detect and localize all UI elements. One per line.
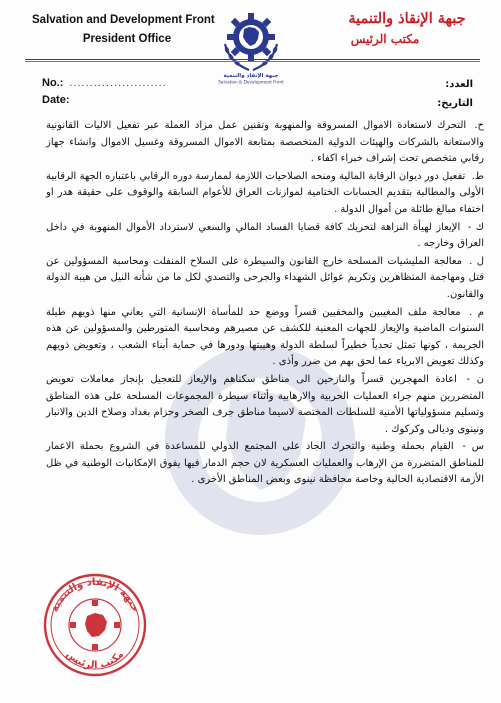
svg-text:Salvation & Development Front: Salvation & Development Front: [218, 79, 284, 85]
clause-label: ن -: [466, 373, 484, 385]
official-stamp-icon: [41, 572, 149, 678]
clause-label: ك -: [467, 221, 485, 233]
clause-text: الإيعاز لهيأة النزاهة لتحريك كافة قضايا الفساد المالي والسعي لاسترداد الأموال المنهوبة في داخل العراق وخارجه .: [46, 221, 484, 250]
reference-date-label: Date:: [42, 94, 70, 106]
clause-ta: [46, 169, 484, 219]
clause-kaf: [46, 220, 484, 253]
clause-mim: [46, 305, 484, 371]
svg-text:مكتب الرئيس: مكتب الرئيس: [63, 648, 127, 672]
clause-label: م .: [469, 306, 484, 318]
reference-number-dots: ........................: [69, 77, 167, 89]
header-divider-secondary: [25, 61, 480, 62]
svg-text:جبهة الإنقاذ والتنمية: جبهة الإنقاذ والتنمية: [223, 73, 279, 79]
clause-text: اعادة المهجرين قسراً والنازحين الى مناطق سكناهم والإيعاز للتعجيل بإنجاز معاملات تعويض المتضررين منهم جراء العمليات الحربية والارهابية وأثناء سيطرة المجموعات المسلحة على هذه المناطق وتسليم مسؤولياتها الأمنية للسلطات المختصة لاسيما مناطق جرف الصخر وحزام بغداد وصلاح الدين والانبار ونينوى وديالى وكركوك .: [46, 373, 484, 435]
clause-label: ح.: [474, 120, 484, 131]
reference-number-arabic: العدد:: [445, 79, 473, 90]
organization-name-english: Salvation and Development Front: [32, 14, 215, 26]
reference-number-english: [42, 77, 167, 89]
svg-text:جبهة الإنقاذ والتنمية: جبهة الإنقاذ والتنمية: [49, 576, 141, 614]
clause-label: ط.: [471, 170, 484, 182]
clause-sin: [46, 439, 484, 489]
clause-label: س -: [462, 441, 484, 453]
clause-text: القيام بحملة وطنية والتحرك الجاد على المجتمع الدولي للمساعدة في الشروع بحملة الاعمار للمناطق المتضررة من الإرهاب والعمليات العسكرية لان حجم الدمار فيها يفوق الإمكانيات الوطنية في ظل الأزمة الاقتصادية الحالية وخاصة محافظة نينوى وبعض المناطق الأخرى .: [46, 441, 484, 486]
clause-ha: [46, 118, 484, 168]
letterhead-arabic: [327, 8, 487, 48]
clause-lam: [46, 254, 484, 304]
clause-text: معالجة المليشيات المسلحة خارج القانون والسيطرة على السلاح المنفلت ومحاسبة المسؤولين عن قتل ومهاجمة المتظاهرين وتكريم عوائل الشهداء والجرحى والتصدي لكل ما من شأنه النيل من هيبة الدولة والقانون.: [46, 255, 484, 300]
header-divider: [25, 59, 480, 60]
clause-text: معالجة ملف المغيبين والمخفيين قسراً ووضع حد للمأساة الإنسانية التي يعاني منها ذويهم طيلة السنوات الماضية والإيعاز للجهات المعنية للكشف عن مصيرهم ومحاسبة المتورطين والمسؤولين عن هذه الجريمة ، كونها تمثل تحدياً خطيراً لسلطة الدولة وهيبتها ودورها في حماية أبناء الشعب ، وتعويض ذويهم وكذلك تعويض الابرياء عما لحق بهم من ضرر وأذى .: [46, 306, 484, 368]
reference-date-english: [42, 94, 70, 106]
organization-name-arabic: جبهة الإنقاذ والتنمية: [348, 10, 466, 27]
organization-logo-icon: [211, 4, 291, 86]
office-name-arabic: مكتب الرئيس: [350, 32, 420, 46]
letterhead-english: [32, 11, 215, 49]
clause-text: تفعيل دور ديوان الرقابة المالية ومنحه الصلاحيات اللازمة لممارسة دوره الرقابي باعتباره الجهة الرقابية الأولى والمطالبة بتقديم الحسابات الختامية لموازنات العراق للأعوام السابقة والوقوف على حقيقة هدر او اختفاء مبالغ طائلة من أموال الدولة .: [46, 170, 484, 215]
clause-nun: [46, 372, 484, 438]
clause-label: ل .: [469, 255, 484, 267]
clause-text: التحرك لاستعادة الاموال المسروقة والمنهوبة وتقنين عمل مزاد العملة عبر تفعيل الاليات القانونية والاستعانة بالشركات والهيئات الدولية المتخصصة بمتابعة الاموال المسروقة وغسيل الاموال وانشاء جهاز رقابي متخصص تحت إشراف خبراء اكفاء .: [46, 120, 484, 165]
reference-date-arabic: التاريخ:: [437, 98, 473, 109]
office-name-english: President Office: [82, 33, 172, 45]
document-body: [46, 118, 484, 490]
reference-number-label: No.:: [42, 77, 64, 89]
